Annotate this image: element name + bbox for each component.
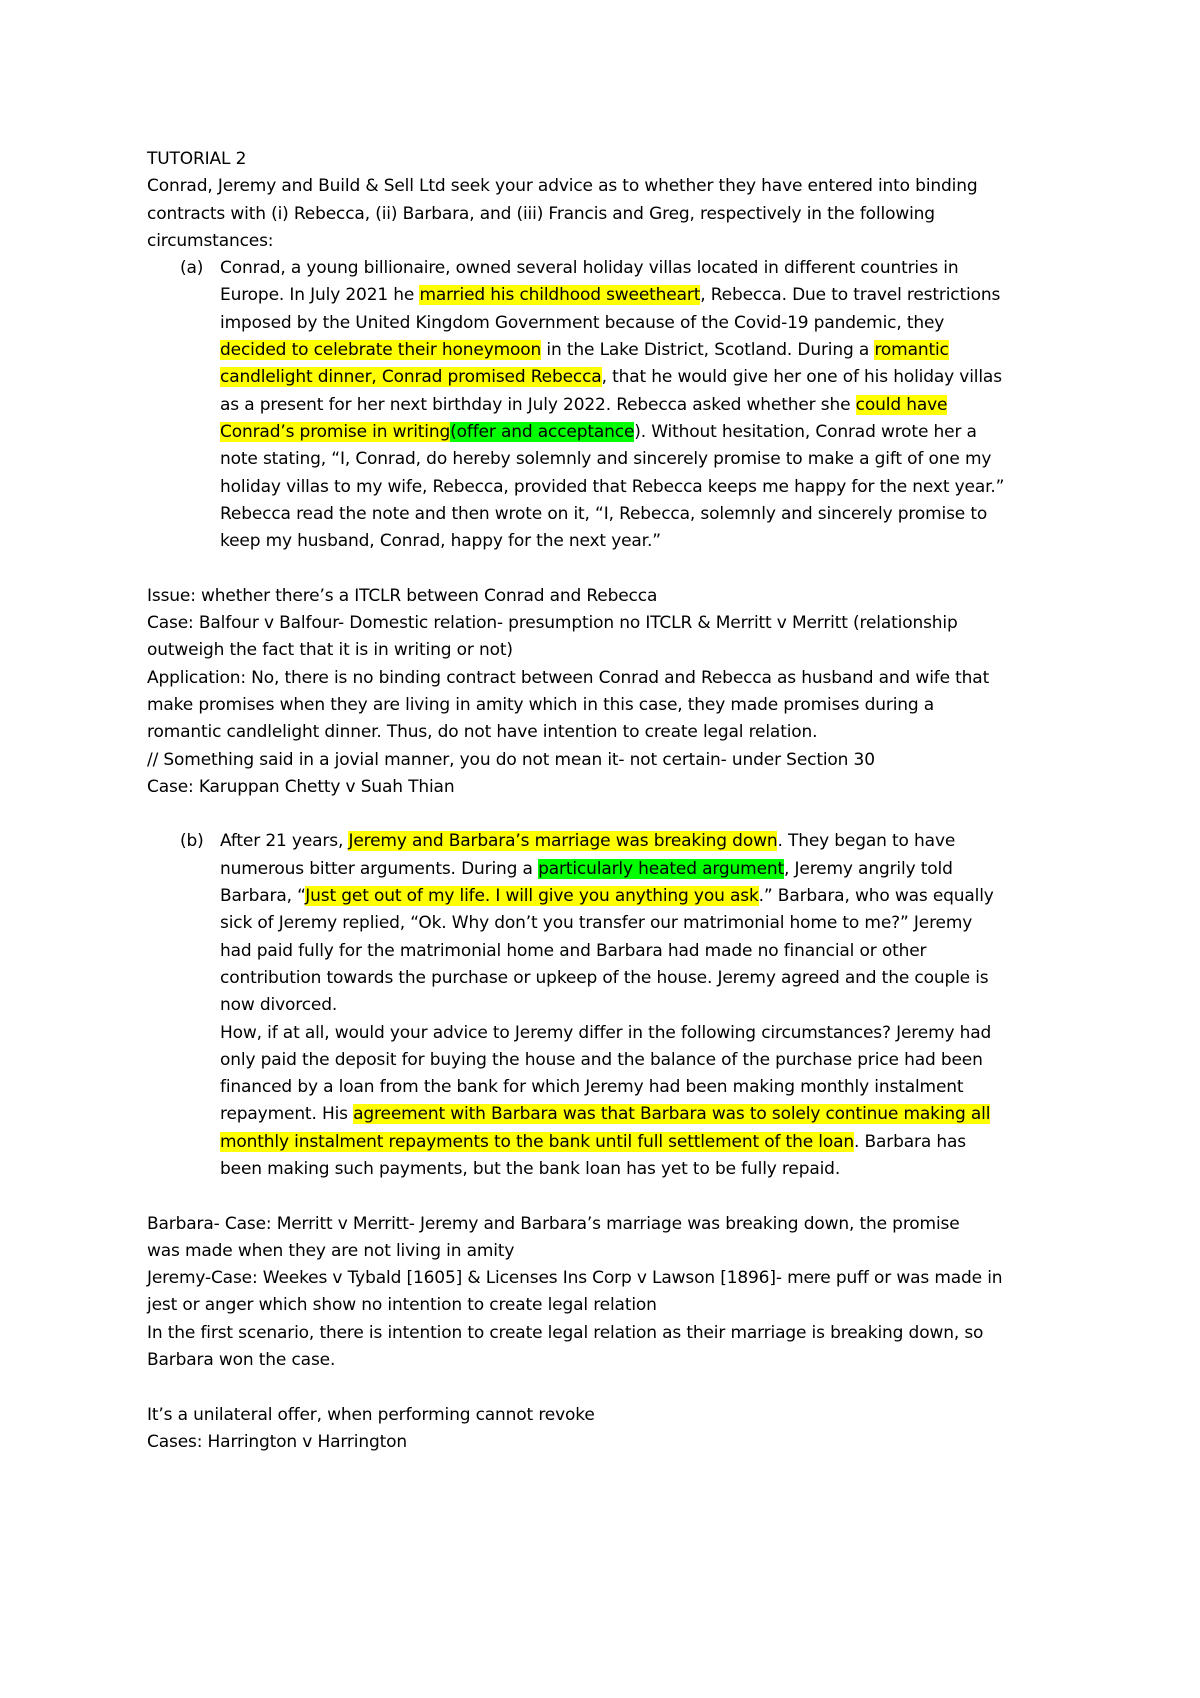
note-line: In the first scenario, there is intention to create legal relation as their marriage is breaking down, so — [147, 1322, 984, 1343]
highlight-yellow: monthly instalment repayments to the bank until full settlement of the loan — [220, 1131, 854, 1152]
qa-text: ). Without hesitation, Conrad wrote her a — [634, 421, 977, 442]
note-line: Case: Karuppan Chetty v Suah Thian — [147, 776, 455, 797]
note-line: Barbara won the case. — [147, 1350, 336, 1371]
qa-line: keep my husband, Conrad, happy for the next year.” — [220, 531, 661, 552]
qb-text: Barbara, “ — [220, 886, 306, 907]
list-marker-a: (a) — [180, 258, 204, 279]
qb-text: .” Barbara, who was equally — [758, 886, 994, 907]
spacer — [147, 801, 1077, 828]
notes-b — [147, 1211, 1077, 1375]
qb-text: . Barbara has — [853, 1131, 966, 1152]
notes-c — [147, 1402, 1077, 1457]
qa-line: imposed by the United Kingdom Government because of the Covid-19 pandemic, they — [220, 312, 945, 333]
qa-line: note stating, “I, Conrad, do hereby solemnly and sincerely promise to make a gift of one my — [220, 449, 992, 470]
intro-line: contracts with (i) Rebecca, (ii) Barbara, and (iii) Francis and Greg, respectively in the following — [147, 203, 935, 224]
qb-line: only paid the deposit for buying the house and the balance of the purchase price had been — [220, 1049, 983, 1070]
highlight-yellow: candlelight dinner, Conrad promised Rebecca — [220, 367, 602, 388]
qa-text: , that he would give her one of his holiday villas — [601, 367, 1002, 388]
note-line: romantic candlelight dinner. Thus, do not have intention to create legal relation. — [147, 722, 818, 743]
qb-line: financed by a loan from the bank for which Jeremy had been making monthly instalment — [220, 1077, 964, 1098]
highlight-yellow: agreement with Barbara was that Barbara was to solely continue making all — [353, 1104, 991, 1125]
highlight-yellow: decided to celebrate their honeymoon — [220, 340, 542, 361]
document-page — [147, 146, 1077, 1456]
note-line: Barbara- Case: Merritt v Merritt- Jeremy and Barbara’s marriage was breaking down, the promise — [147, 1213, 960, 1234]
qb-line: now divorced. — [220, 995, 338, 1016]
qb-line: How, if at all, would your advice to Jeremy differ in the following circumstances? Jeremy had — [220, 1022, 992, 1043]
highlight-yellow: could have — [855, 394, 948, 415]
note-line: Case: Balfour v Balfour- Domestic relation- presumption no ITCLR & Merritt v Merritt (relationship — [147, 613, 958, 634]
highlight-yellow: Jeremy and Barbara’s marriage was breaking down — [348, 831, 778, 852]
qa-text: in the Lake District, Scotland. During a — [541, 340, 875, 361]
question-b — [147, 828, 1077, 1183]
qb-text: repayment. His — [220, 1104, 354, 1125]
highlight-yellow: romantic — [874, 340, 949, 361]
highlight-green: particularly heated argument — [538, 858, 785, 879]
note-line: // Something said in a jovial manner, you do not mean it- not certain- under Section 30 — [147, 749, 875, 770]
qb-text: numerous bitter arguments. During a — [220, 858, 539, 879]
spacer — [147, 1374, 1077, 1401]
note-line: Jeremy-Case: Weekes v Tybald [1605] & Licenses Ins Corp v Lawson [1896]- mere puff or was made in — [147, 1268, 1003, 1289]
note-line: It’s a unilateral offer, when performing cannot revoke — [147, 1404, 595, 1425]
list-marker-b: (b) — [180, 831, 204, 852]
qa-line: Rebecca read the note and then wrote on it, “I, Rebecca, solemnly and sincerely promise to — [220, 503, 988, 524]
note-line: was made when they are not living in amity — [147, 1240, 515, 1261]
qb-text: After 21 years, — [220, 831, 349, 852]
highlight-yellow: married his childhood sweetheart — [419, 285, 701, 306]
qa-line: Conrad, a young billionaire, owned several holiday villas located in different countries in — [220, 258, 959, 279]
qa-line: holiday villas to my wife, Rebecca, provided that Rebecca keeps me happy for the next year.” — [220, 476, 1005, 497]
highlight-yellow: Conrad’s promise in writing — [220, 421, 451, 442]
question-a — [147, 255, 1077, 555]
qa-text: as a present for her next birthday in July 2022. Rebecca asked whether she — [220, 394, 856, 415]
doc-title: TUTORIAL 2 — [147, 149, 247, 169]
qb-line: been making such payments, but the bank loan has yet to be fully repaid. — [220, 1158, 841, 1179]
note-line: Application: No, there is no binding contract between Conrad and Rebecca as husband and wife that — [147, 667, 990, 688]
highlight-yellow: Just get out of my life. I will give you anything you ask — [305, 886, 759, 907]
note-line: Cases: Harrington v Harrington — [147, 1431, 407, 1452]
note-line: jest or anger which show no intention to create legal relation — [147, 1295, 657, 1316]
qa-text: Europe. In July 2021 he — [220, 285, 420, 306]
intro-line: Conrad, Jeremy and Build & Sell Ltd seek your advice as to whether they have entered into binding — [147, 176, 978, 197]
note-line: outweigh the fact that it is in writing or not) — [147, 640, 513, 661]
notes-a — [147, 583, 1077, 801]
qb-text: , Jeremy angrily told — [784, 858, 953, 879]
intro-line: circumstances: — [147, 230, 274, 251]
qb-line: sick of Jeremy replied, “Ok. Why don’t you transfer our matrimonial home to me?” Jeremy — [220, 913, 973, 934]
note-line: make promises when they are living in amity which in this case, they made promises during a — [147, 694, 935, 715]
spacer — [147, 1183, 1077, 1210]
spacer — [147, 555, 1077, 582]
qb-text: . They began to have — [777, 831, 956, 852]
qb-line: contribution towards the purchase or upkeep of the house. Jeremy agreed and the couple is — [220, 967, 989, 988]
highlight-green: (offer and acceptance — [450, 421, 635, 442]
qa-text: , Rebecca. Due to travel restrictions — [700, 285, 1001, 306]
note-line: Issue: whether there’s a ITCLR between Conrad and Rebecca — [147, 585, 658, 606]
qb-line: had paid fully for the matrimonial home and Barbara had made no financial or other — [220, 940, 927, 961]
